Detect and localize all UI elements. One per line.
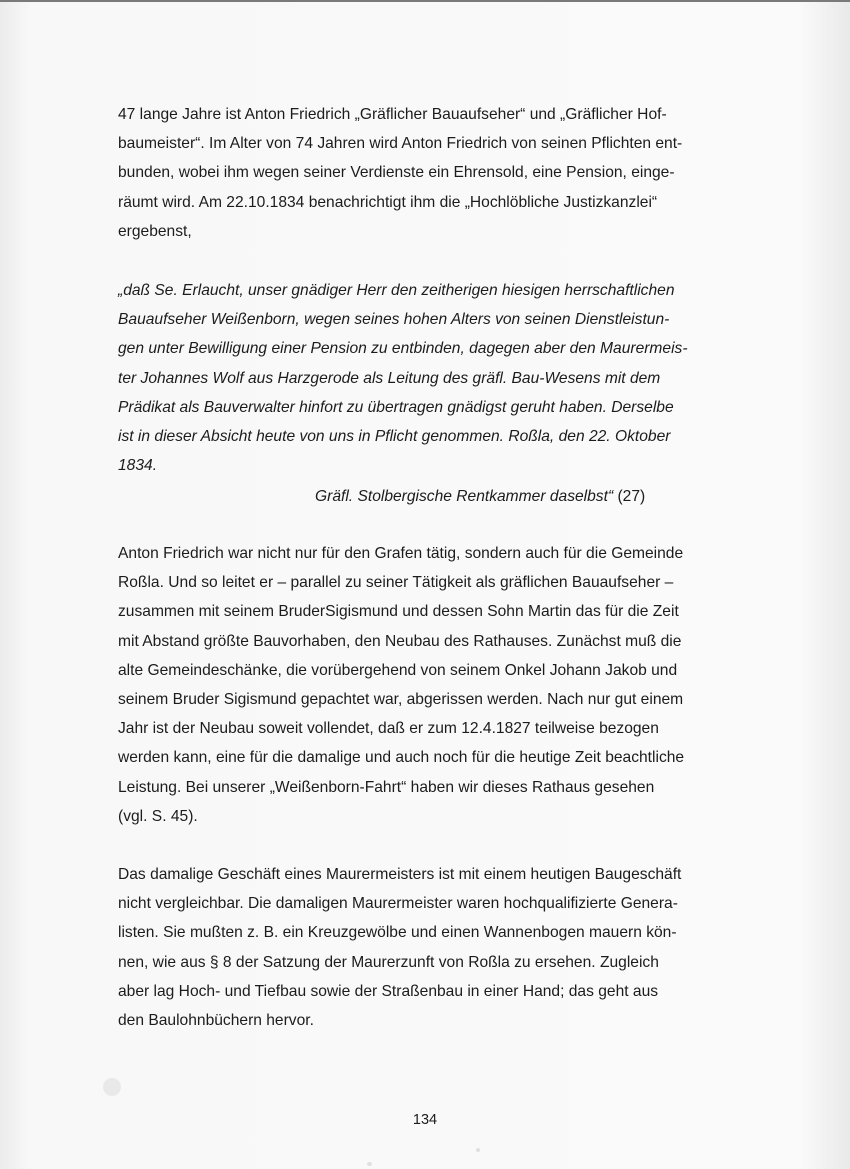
text-line: 47 lange Jahre ist Anton Friedrich „Gräflicher Bauaufseher“ und „Gräflicher Hof- (118, 106, 667, 123)
text-line: Jahr ist der Neubau soweit vollendet, daß er zum 12.4.1827 teilweise bezogen (118, 720, 659, 738)
text-line: listen. Sie mußten z. B. ein Kreuzgewölbe und einen Wannenbogen mauern kön- (118, 924, 677, 942)
quote-line: ter Johannes Wolf aus Harzgerode als Leitung des gräfl. Bau-Wesens mit dem (118, 369, 661, 387)
text-line: nen, wie aus § 8 der Satzung der Maurerzunft von Roßla zu ersehen. Zugleich (118, 953, 659, 971)
quote-line: „daß Se. Erlaucht, unser gnädiger Herr den zeitherigen hiesigen herrschaftlichen (118, 282, 675, 299)
page-number: 134 (412, 1112, 438, 1128)
paragraph-2 (118, 539, 730, 831)
text-line: nicht vergleichbar. Die damaligen Maurermeister waren hochqualifizierte Genera- (118, 895, 678, 913)
paragraph-3 (118, 860, 730, 1035)
text-line: seinem Bruder Sigismund gepachtet war, abgerissen werden. Nach nur gut einem (118, 691, 684, 709)
quote-signature-line (315, 482, 645, 511)
text-line: (vgl. S. 45). (118, 807, 198, 825)
page-top-edge (0, 0, 850, 2)
text-line: Leistung. Bei unserer „Weißenborn-Fahrt“ haben wir dieses Rathaus gesehen (118, 778, 655, 796)
text-line: räumt wird. Am 22.10.1834 benachrichtigt ihm die „Hochlöbliche Justizkanzlei“ (118, 193, 658, 211)
quotation-block (118, 276, 730, 480)
scan-speck (476, 1148, 480, 1152)
text-line: alte Gemeindeschänke, die vorübergehend von seinem Onkel Johann Jakob und (118, 661, 678, 679)
paragraph-1 (118, 100, 730, 246)
quote-line: Prädikat als Bauverwalter hinfort zu übertragen gnädigst geruht haben. Derselbe (118, 398, 674, 416)
text-line: ergebenst, (118, 222, 192, 240)
scan-speck (367, 1162, 372, 1166)
quote-line: gen unter Bewilligung einer Pension zu entbinden, dagegen aber den Maurermeis- (118, 340, 688, 358)
citation-reference: (27) (613, 488, 646, 505)
text-line: Das damalige Geschäft eines Maurermeisters ist mit einem heutigen Baugeschäft (118, 866, 682, 883)
scan-speck (103, 1078, 121, 1096)
quote-signature: Gräfl. Stolbergische Rentkammer daselbst“ (315, 488, 614, 505)
text-line: mit Abstand größte Bauvorhaben, den Neubau des Rathauses. Zunächst muß die (118, 632, 682, 650)
quote-line: Bauaufseher Weißenborn, wegen seines hohen Alters von seinen Dienstleistun- (118, 311, 670, 329)
quote-line: ist in dieser Absicht heute von uns in Pflicht genommen. Roßla, den 22. Oktober (118, 428, 671, 446)
text-line: Roßla. Und so leitet er – parallel zu seiner Tätigkeit als gräflichen Bauaufseher – (118, 574, 674, 592)
text-line: werden kann, eine für die damalige und auch noch für die heutige Zeit beachtliche (118, 749, 685, 767)
text-line: baumeister“. Im Alter von 74 Jahren wird Anton Friedrich von seinen Pflichten ent- (118, 135, 683, 153)
text-line: zusammen mit seinem BruderSigismund und dessen Sohn Martin das für die Zeit (118, 603, 679, 621)
text-line: Anton Friedrich war nicht nur für den Grafen tätig, sondern auch für die Gemeinde (118, 545, 684, 562)
quote-line: 1834. (118, 457, 158, 475)
text-line: den Baulohnbüchern hervor. (118, 1012, 314, 1030)
text-line: aber lag Hoch- und Tiefbau sowie der Straßenbau in einer Hand; das geht aus (118, 982, 659, 1000)
text-line: bunden, wobei ihm wegen seiner Verdienste ein Ehrensold, eine Pension, einge- (118, 164, 675, 182)
